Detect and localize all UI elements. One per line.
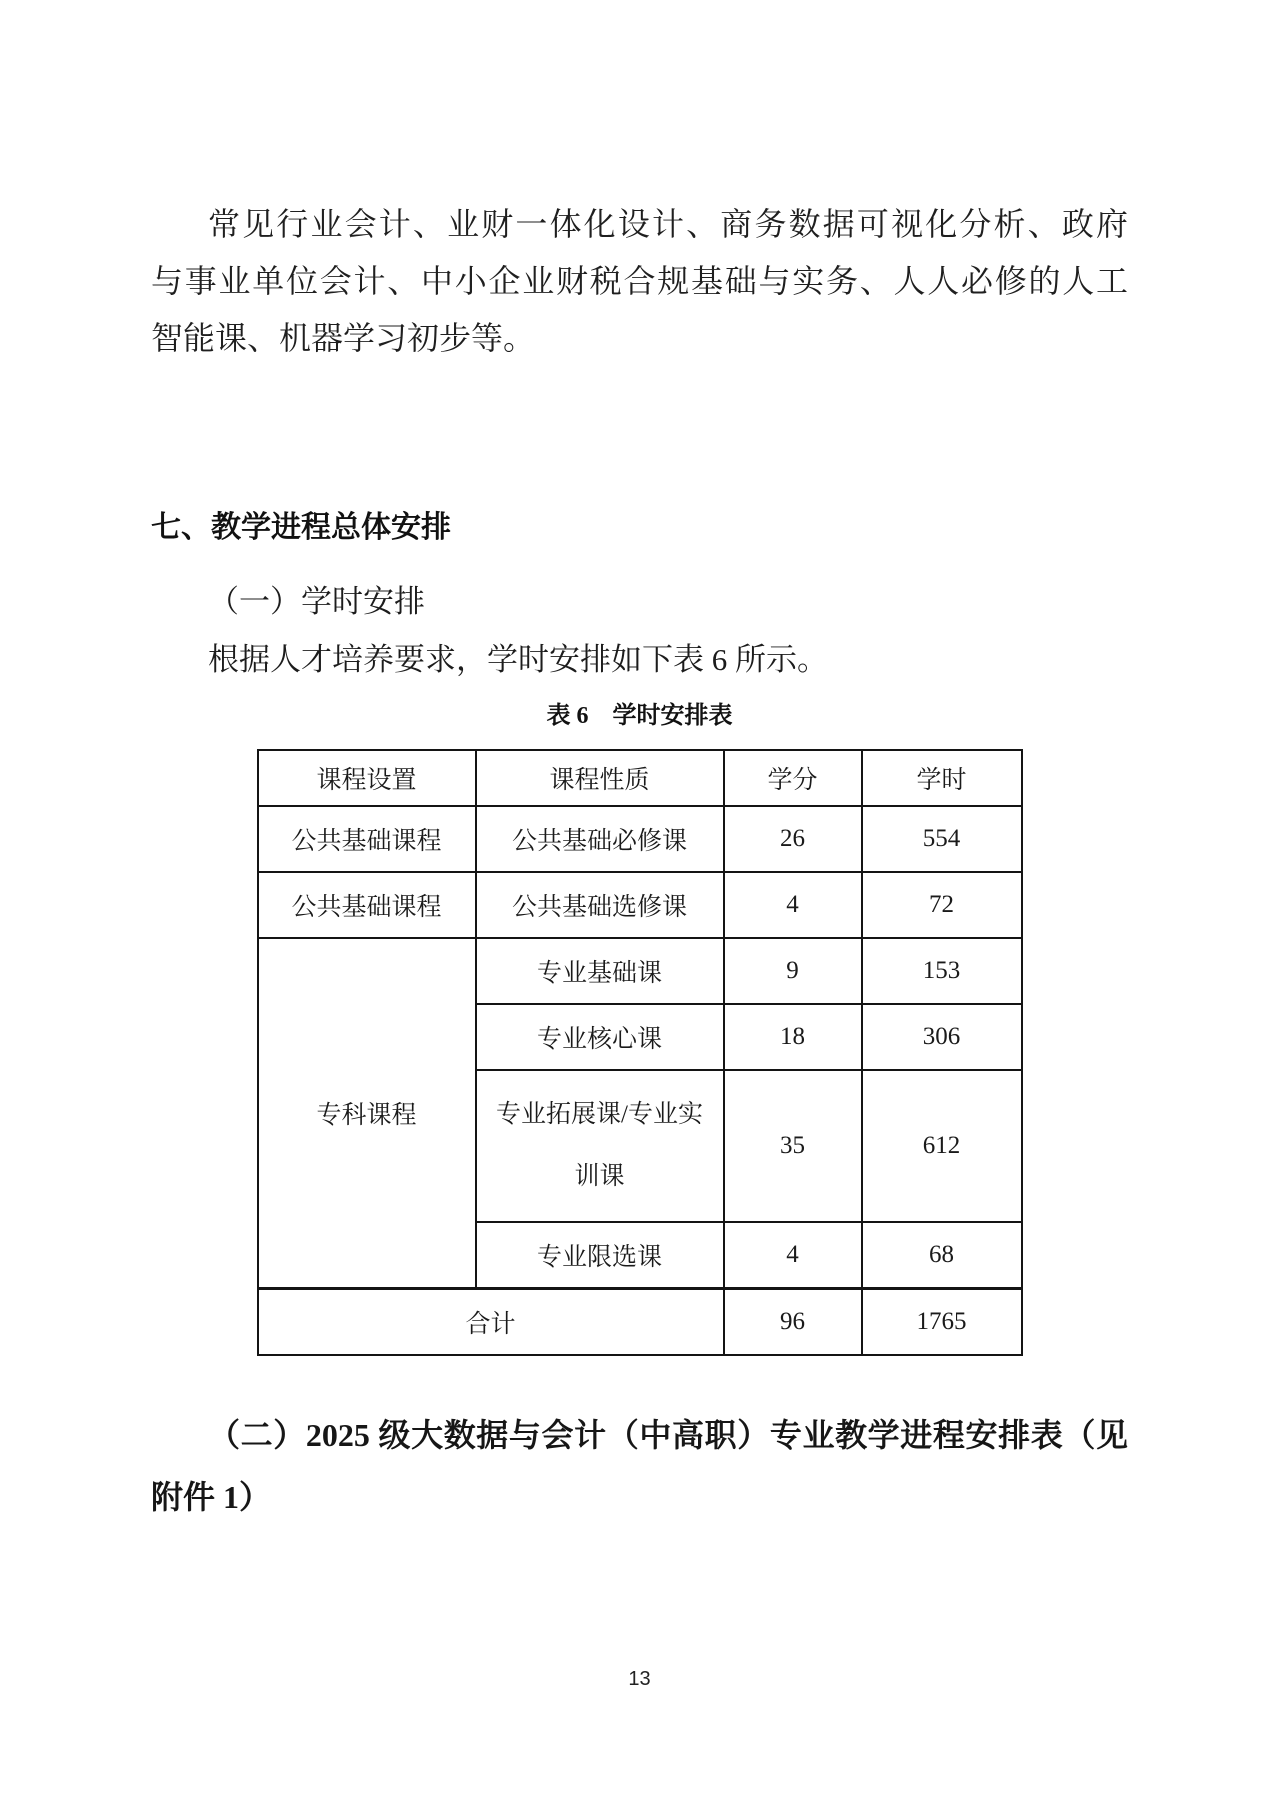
cell-course-nature: 专业基础课: [476, 938, 724, 1004]
cell-credits: 18: [724, 1004, 862, 1070]
cell-credits: 9: [724, 938, 862, 1004]
cell-total-label: 合计: [258, 1289, 724, 1356]
paragraph-line: 常见行业会计、业财一体化设计、商务数据可视化分析、政府: [208, 206, 1128, 242]
cell-hours: 554: [862, 806, 1022, 872]
cell-credits: 26: [724, 806, 862, 872]
closing-paragraph: [151, 1404, 1128, 1528]
table-row: [258, 938, 1022, 1004]
cell-course-setting-merged: 专科课程: [258, 938, 476, 1289]
cell-course-setting: 公共基础课程: [258, 806, 476, 872]
cell-credits: 35: [724, 1070, 862, 1222]
cell-hours: 153: [862, 938, 1022, 1004]
cell-total-hours: 1765: [862, 1289, 1022, 1356]
cell-course-setting: 公共基础课程: [258, 872, 476, 938]
section-heading: 七、教学进程总体安排: [151, 511, 451, 544]
page-number: 13: [628, 1668, 651, 1690]
cell-credits: 4: [724, 1222, 862, 1289]
paragraph-line: （二）2025 级大数据与会计（中高职）专业教学进程安排表（见: [208, 1417, 1128, 1453]
cell-hours: 612: [862, 1070, 1022, 1222]
table-caption: 表 6 学时安排表: [546, 703, 733, 729]
subsection-heading: （一）学时安排: [208, 584, 425, 619]
header-cell-hours: 学时: [862, 750, 1022, 806]
table-header-row: [258, 750, 1022, 806]
cell-course-nature: 公共基础选修课: [476, 872, 724, 938]
table-total-row: [258, 1289, 1022, 1356]
table-row: [258, 806, 1022, 872]
cell-credits: 4: [724, 872, 862, 938]
paragraph-line: 智能课、机器学习初步等。: [151, 320, 536, 356]
cell-hours: 72: [862, 872, 1022, 938]
cell-course-nature: 专业核心课: [476, 1004, 724, 1070]
cell-total-credits: 96: [724, 1289, 862, 1356]
header-cell-credits: 学分: [724, 750, 862, 806]
hours-table: [257, 749, 1023, 1356]
cell-course-nature: 专业限选课: [476, 1222, 724, 1289]
cell-hours: 68: [862, 1222, 1022, 1289]
table-row: [258, 872, 1022, 938]
header-cell-course-setting: 课程设置: [258, 750, 476, 806]
cell-hours: 306: [862, 1004, 1022, 1070]
paragraph-line: 与事业单位会计、中小企业财税合规基础与实务、人人必修的人工: [151, 263, 1128, 299]
header-cell-course-nature: 课程性质: [476, 750, 724, 806]
cell-course-nature: 公共基础必修课: [476, 806, 724, 872]
paragraph-line: 附件 1）: [151, 1479, 272, 1515]
body-paragraph: [151, 196, 1128, 367]
cell-course-nature: 专业拓展课/专业实训课: [476, 1070, 724, 1222]
lead-in-text: 根据人才培养要求，学时安排如下表 6 所示。: [208, 642, 828, 677]
